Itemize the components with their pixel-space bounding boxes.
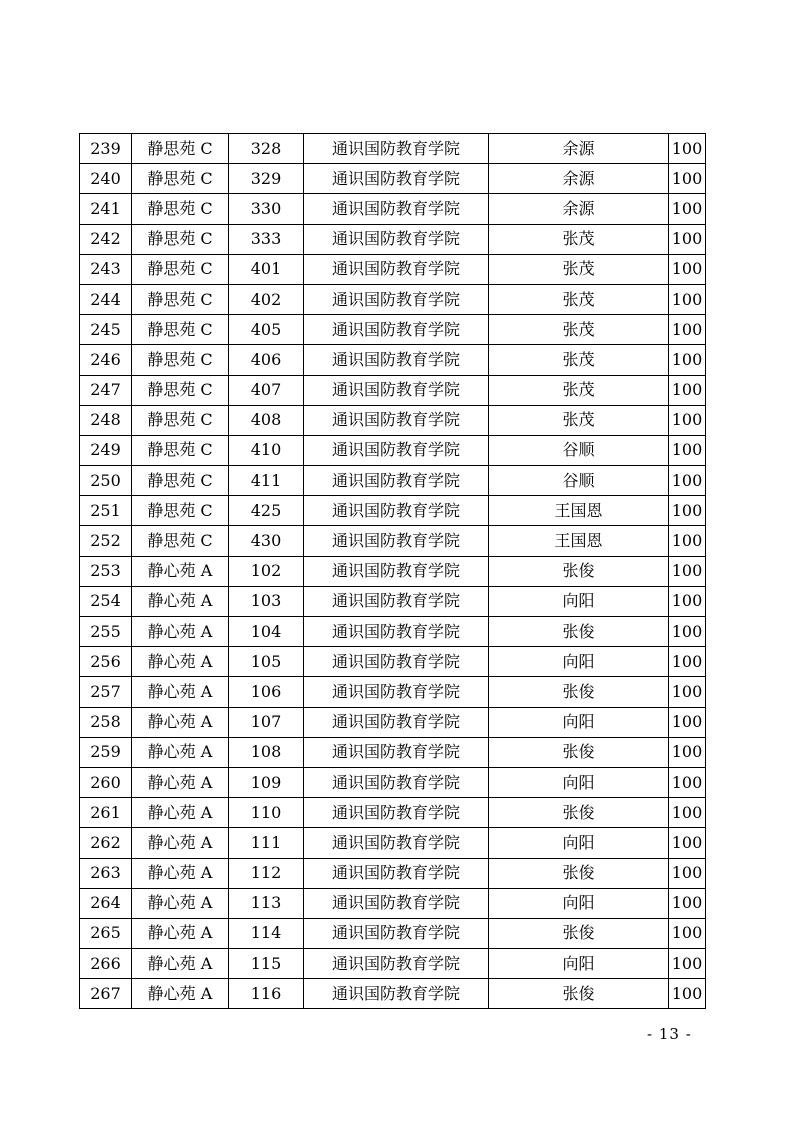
building-cell: 静心苑 A [132,858,229,888]
building-cell: 静思苑 C [132,164,229,194]
room-cell: 109 [229,767,304,797]
row-number-cell: 240 [80,164,132,194]
building-cell: 静思苑 C [132,526,229,556]
person-cell: 谷顺 [489,466,669,496]
row-number-cell: 250 [80,466,132,496]
table-row [80,315,706,345]
person-cell: 向阳 [489,647,669,677]
score-cell: 100 [669,375,706,405]
row-number-cell: 242 [80,224,132,254]
table-row [80,526,706,556]
building-cell: 静思苑 C [132,315,229,345]
college-cell: 通识国防教育学院 [304,315,489,345]
college-cell: 通识国防教育学院 [304,496,489,526]
college-cell: 通识国防教育学院 [304,918,489,948]
score-cell: 100 [669,556,706,586]
score-cell: 100 [669,888,706,918]
score-cell: 100 [669,254,706,284]
row-number-cell: 255 [80,617,132,647]
table-row [80,284,706,314]
person-cell: 向阳 [489,828,669,858]
score-cell: 100 [669,134,706,164]
building-cell: 静思苑 C [132,284,229,314]
college-cell: 通识国防教育学院 [304,254,489,284]
person-cell: 谷顺 [489,435,669,465]
score-cell: 100 [669,345,706,375]
room-cell: 407 [229,375,304,405]
college-cell: 通识国防教育学院 [304,949,489,979]
person-cell: 张茂 [489,375,669,405]
building-cell: 静思苑 C [132,345,229,375]
person-cell: 张俊 [489,556,669,586]
person-cell: 余源 [489,194,669,224]
table-row [80,798,706,828]
person-cell: 向阳 [489,767,669,797]
room-cell: 328 [229,134,304,164]
score-cell: 100 [669,979,706,1009]
room-cell: 408 [229,405,304,435]
building-cell: 静心苑 A [132,767,229,797]
person-cell: 王国恩 [489,496,669,526]
table-row [80,707,706,737]
row-number-cell: 251 [80,496,132,526]
row-number-cell: 261 [80,798,132,828]
row-number-cell: 252 [80,526,132,556]
college-cell: 通识国防教育学院 [304,979,489,1009]
person-cell: 张俊 [489,979,669,1009]
row-number-cell: 262 [80,828,132,858]
building-cell: 静心苑 A [132,828,229,858]
person-cell: 张茂 [489,315,669,345]
row-number-cell: 253 [80,556,132,586]
building-cell: 静心苑 A [132,677,229,707]
table-row [80,556,706,586]
room-cell: 108 [229,737,304,767]
row-number-cell: 246 [80,345,132,375]
row-number-cell: 266 [80,949,132,979]
building-cell: 静思苑 C [132,194,229,224]
row-number-cell: 265 [80,918,132,948]
room-cell: 103 [229,586,304,616]
table-row [80,858,706,888]
score-cell: 100 [669,435,706,465]
room-cell: 107 [229,707,304,737]
person-cell: 向阳 [489,707,669,737]
table-body [80,134,706,1009]
room-cell: 105 [229,647,304,677]
score-cell: 100 [669,767,706,797]
row-number-cell: 244 [80,284,132,314]
building-cell: 静心苑 A [132,949,229,979]
college-cell: 通识国防教育学院 [304,345,489,375]
college-cell: 通识国防教育学院 [304,647,489,677]
building-cell: 静心苑 A [132,556,229,586]
table-row [80,164,706,194]
table-row [80,435,706,465]
college-cell: 通识国防教育学院 [304,405,489,435]
room-cell: 115 [229,949,304,979]
table-row [80,828,706,858]
table-row [80,767,706,797]
person-cell: 张俊 [489,798,669,828]
table-row [80,918,706,948]
room-cell: 401 [229,254,304,284]
room-cell: 114 [229,918,304,948]
person-cell: 张俊 [489,677,669,707]
college-cell: 通识国防教育学院 [304,375,489,405]
row-number-cell: 247 [80,375,132,405]
row-number-cell: 254 [80,586,132,616]
room-cell: 402 [229,284,304,314]
college-cell: 通识国防教育学院 [304,224,489,254]
room-cell: 113 [229,888,304,918]
row-number-cell: 245 [80,315,132,345]
college-cell: 通识国防教育学院 [304,134,489,164]
table-row [80,134,706,164]
room-cell: 430 [229,526,304,556]
person-cell: 向阳 [489,888,669,918]
building-cell: 静心苑 A [132,647,229,677]
room-cell: 406 [229,345,304,375]
dormitory-score-table [79,133,706,1009]
score-cell: 100 [669,315,706,345]
score-cell: 100 [669,647,706,677]
room-cell: 116 [229,979,304,1009]
page-number: - 13 - [647,1025,692,1043]
college-cell: 通识国防教育学院 [304,435,489,465]
room-cell: 329 [229,164,304,194]
building-cell: 静思苑 C [132,254,229,284]
table-row [80,949,706,979]
college-cell: 通识国防教育学院 [304,707,489,737]
table-row [80,345,706,375]
college-cell: 通识国防教育学院 [304,888,489,918]
table-row [80,617,706,647]
college-cell: 通识国防教育学院 [304,526,489,556]
person-cell: 余源 [489,164,669,194]
table-row [80,254,706,284]
row-number-cell: 263 [80,858,132,888]
table-row [80,194,706,224]
table-row [80,888,706,918]
college-cell: 通识国防教育学院 [304,617,489,647]
table-row [80,224,706,254]
table-row [80,677,706,707]
person-cell: 向阳 [489,949,669,979]
row-number-cell: 239 [80,134,132,164]
building-cell: 静心苑 A [132,707,229,737]
score-cell: 100 [669,949,706,979]
room-cell: 333 [229,224,304,254]
score-cell: 100 [669,284,706,314]
score-cell: 100 [669,164,706,194]
table-row [80,405,706,435]
person-cell: 张茂 [489,224,669,254]
room-cell: 411 [229,466,304,496]
person-cell: 张俊 [489,617,669,647]
building-cell: 静心苑 A [132,918,229,948]
building-cell: 静思苑 C [132,375,229,405]
score-cell: 100 [669,677,706,707]
building-cell: 静心苑 A [132,979,229,1009]
building-cell: 静心苑 A [132,586,229,616]
row-number-cell: 260 [80,767,132,797]
room-cell: 405 [229,315,304,345]
table-row [80,979,706,1009]
person-cell: 张茂 [489,345,669,375]
room-cell: 425 [229,496,304,526]
table-row [80,737,706,767]
table-row [80,647,706,677]
table-row [80,466,706,496]
building-cell: 静思苑 C [132,405,229,435]
college-cell: 通识国防教育学院 [304,798,489,828]
building-cell: 静心苑 A [132,617,229,647]
score-cell: 100 [669,617,706,647]
score-cell: 100 [669,707,706,737]
score-cell: 100 [669,858,706,888]
room-cell: 111 [229,828,304,858]
building-cell: 静思苑 C [132,435,229,465]
college-cell: 通识国防教育学院 [304,466,489,496]
building-cell: 静思苑 C [132,134,229,164]
college-cell: 通识国防教育学院 [304,284,489,314]
row-number-cell: 257 [80,677,132,707]
room-cell: 110 [229,798,304,828]
building-cell: 静心苑 A [132,888,229,918]
row-number-cell: 267 [80,979,132,1009]
score-cell: 100 [669,526,706,556]
person-cell: 余源 [489,134,669,164]
score-cell: 100 [669,737,706,767]
room-cell: 102 [229,556,304,586]
college-cell: 通识国防教育学院 [304,858,489,888]
building-cell: 静心苑 A [132,798,229,828]
row-number-cell: 256 [80,647,132,677]
score-cell: 100 [669,224,706,254]
row-number-cell: 249 [80,435,132,465]
room-cell: 106 [229,677,304,707]
building-cell: 静思苑 C [132,224,229,254]
row-number-cell: 248 [80,405,132,435]
room-cell: 104 [229,617,304,647]
building-cell: 静心苑 A [132,737,229,767]
row-number-cell: 264 [80,888,132,918]
room-cell: 112 [229,858,304,888]
college-cell: 通识国防教育学院 [304,164,489,194]
person-cell: 张茂 [489,405,669,435]
college-cell: 通识国防教育学院 [304,828,489,858]
score-cell: 100 [669,405,706,435]
table-row [80,375,706,405]
person-cell: 向阳 [489,586,669,616]
person-cell: 张俊 [489,918,669,948]
person-cell: 张茂 [489,254,669,284]
table-row [80,586,706,616]
score-cell: 100 [669,828,706,858]
room-cell: 410 [229,435,304,465]
table-row [80,496,706,526]
person-cell: 张茂 [489,284,669,314]
score-cell: 100 [669,194,706,224]
score-cell: 100 [669,466,706,496]
college-cell: 通识国防教育学院 [304,194,489,224]
building-cell: 静思苑 C [132,496,229,526]
row-number-cell: 243 [80,254,132,284]
score-cell: 100 [669,496,706,526]
person-cell: 王国恩 [489,526,669,556]
college-cell: 通识国防教育学院 [304,556,489,586]
college-cell: 通识国防教育学院 [304,767,489,797]
row-number-cell: 259 [80,737,132,767]
score-cell: 100 [669,586,706,616]
college-cell: 通识国防教育学院 [304,586,489,616]
building-cell: 静思苑 C [132,466,229,496]
room-cell: 330 [229,194,304,224]
row-number-cell: 241 [80,194,132,224]
college-cell: 通识国防教育学院 [304,737,489,767]
score-cell: 100 [669,798,706,828]
row-number-cell: 258 [80,707,132,737]
score-cell: 100 [669,918,706,948]
person-cell: 张俊 [489,858,669,888]
college-cell: 通识国防教育学院 [304,677,489,707]
person-cell: 张俊 [489,737,669,767]
